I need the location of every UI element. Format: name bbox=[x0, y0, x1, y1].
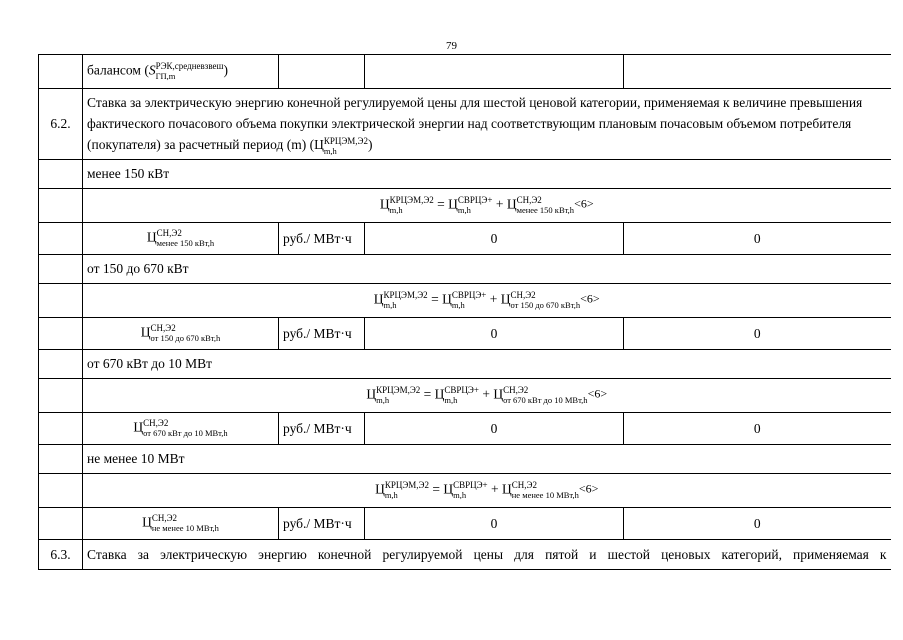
formula-lhs-symbol: Ц bbox=[375, 481, 385, 497]
formula-r1-indices-sup: СВРЦЭ+ bbox=[444, 385, 479, 396]
num-cell-empty bbox=[39, 379, 83, 413]
table-row-balance bbox=[39, 55, 891, 89]
unit-cell: руб./ МВт·ч bbox=[279, 318, 365, 350]
formula-r2-symbol: Ц bbox=[502, 481, 512, 497]
section-6-2-close: ) bbox=[367, 137, 373, 153]
balance-close: ) bbox=[223, 62, 228, 78]
formula-note: <6> bbox=[587, 386, 608, 401]
formula-r2-indices bbox=[512, 481, 579, 500]
formula-equals: = bbox=[437, 196, 445, 212]
section-6-2-text: Ставка за электрическую энергию конечной регулируемой цены для шестой ценовой категории, применяемая к величине превышения фактического почасового объема покупки электрической энергии над соответствующим плановым почасовым объемом потребителя (покупателя) за расчетный период (m) ( bbox=[87, 95, 863, 153]
tariff-table bbox=[38, 54, 891, 570]
formula-r2-indices-sup: СН,Э2 bbox=[511, 480, 537, 491]
value-symbol-cell bbox=[83, 413, 279, 445]
group-value-row bbox=[39, 223, 891, 255]
formula-r2-indices-sup: СН,Э2 bbox=[516, 195, 542, 206]
num-cell-empty bbox=[39, 189, 83, 223]
group-formula-row bbox=[39, 284, 891, 318]
value-cell-1: 0 bbox=[365, 223, 624, 255]
value-symbol-indices-sup: СН,Э2 bbox=[143, 418, 169, 429]
formula-r2-indices-sup: СН,Э2 bbox=[503, 385, 529, 396]
formula-r1-symbol: Ц bbox=[448, 196, 458, 212]
group-formula bbox=[83, 284, 891, 318]
formula-plus: + bbox=[489, 291, 498, 307]
group-formula bbox=[83, 189, 891, 223]
section-number: 6.2. bbox=[39, 89, 83, 160]
formula-note: <6> bbox=[574, 196, 594, 211]
formula-lhs-indices-sup: КРЦЭМ,Э2 bbox=[389, 195, 434, 206]
formula-r1-indices-sub: m,h bbox=[457, 205, 471, 216]
group-value-row bbox=[39, 508, 891, 540]
group-formula bbox=[83, 379, 891, 413]
value-symbol-indices-sub: менее 150 кВт,h bbox=[156, 238, 215, 249]
num-cell-empty bbox=[39, 55, 83, 89]
num-cell-empty bbox=[39, 350, 83, 379]
formula-equals: = bbox=[423, 386, 432, 402]
group-formula-row bbox=[39, 474, 891, 508]
formula-r1-symbol: Ц bbox=[434, 386, 445, 402]
formula-r2-indices bbox=[503, 386, 588, 405]
section-6-3-text: Ставка за электрическую энергию конечной регулируемой цены для пятой и шестой ценовых категорий, применяемая к bbox=[87, 546, 887, 562]
formula-r1-indices bbox=[452, 291, 487, 310]
value-symbol-indices bbox=[143, 419, 228, 438]
formula-lhs-symbol: Ц bbox=[373, 291, 384, 307]
formula-r2-symbol: Ц bbox=[506, 196, 517, 212]
formula-lhs-symbol: Ц bbox=[366, 386, 377, 402]
balance-sub: ГП,m bbox=[155, 71, 176, 82]
formula-r1-indices-sub: m,h bbox=[453, 490, 467, 501]
num-cell-empty bbox=[39, 318, 83, 350]
formula-note: <6> bbox=[578, 481, 599, 496]
group-label-row bbox=[39, 255, 891, 284]
num-cell-empty bbox=[39, 508, 83, 540]
unit-cell: руб./ МВт·ч bbox=[279, 508, 365, 540]
formula-lhs-indices-sup: КРЦЭМ,Э2 bbox=[376, 385, 421, 396]
formula-equals: = bbox=[431, 291, 439, 307]
value-cell-1: 0 bbox=[365, 413, 624, 445]
formula-r1-symbol: Ц bbox=[442, 291, 452, 307]
value-cell-1: 0 bbox=[365, 508, 624, 540]
group-label-row bbox=[39, 160, 891, 189]
unit-cell: руб./ МВт·ч bbox=[279, 223, 365, 255]
page-number: 79 bbox=[446, 40, 457, 52]
formula-r1-indices bbox=[444, 386, 479, 405]
value-symbol-indices-sup: СН,Э2 bbox=[156, 228, 182, 239]
balance-symbol: S bbox=[148, 62, 156, 78]
value-symbol-indices-sup: СН,Э2 bbox=[151, 513, 178, 524]
formula-r1-indices-sup: СВРЦЭ+ bbox=[453, 480, 488, 491]
formula-lhs-symbol: Ц bbox=[379, 196, 390, 212]
value-symbol-cell bbox=[83, 318, 279, 350]
formula-r1-indices bbox=[458, 196, 493, 215]
formula-plus: + bbox=[495, 196, 504, 212]
formula-lhs-indices-sup: КРЦЭМ,Э2 bbox=[384, 480, 429, 491]
num-cell-empty bbox=[39, 223, 83, 255]
formula-lhs-indices-sub: m,h bbox=[384, 490, 398, 501]
formula-r2-indices-sub: от 150 до 670 кВт,h bbox=[510, 300, 581, 311]
value-cell-2: 0 bbox=[624, 318, 891, 350]
group-label-row bbox=[39, 350, 891, 379]
value-symbol-indices bbox=[152, 514, 219, 533]
balance-indices bbox=[156, 62, 224, 81]
formula-lhs-indices bbox=[385, 481, 429, 500]
unit-cell: руб./ МВт·ч bbox=[279, 413, 365, 445]
formula-lhs-indices bbox=[376, 386, 420, 405]
section-6-3-row bbox=[39, 540, 891, 570]
group-formula-row bbox=[39, 189, 891, 223]
formula-lhs-indices-sub: m,h bbox=[383, 300, 397, 311]
value-symbol-indices-sub: не менее 10 МВт,h bbox=[151, 523, 219, 534]
value-symbol: Ц bbox=[133, 419, 144, 435]
value-symbol-indices-sup: СН,Э2 bbox=[150, 323, 176, 334]
section-6-2-text-cell bbox=[83, 89, 891, 160]
group-value-row bbox=[39, 413, 891, 445]
group-label: не менее 10 МВт bbox=[83, 445, 891, 474]
num-cell-empty bbox=[39, 284, 83, 318]
num-cell-empty bbox=[39, 474, 83, 508]
groups-body bbox=[39, 160, 891, 540]
balance-cell bbox=[83, 55, 279, 89]
formula-r2-symbol: Ц bbox=[493, 386, 504, 402]
section-number: 6.3. bbox=[39, 540, 83, 570]
formula-note: <6> bbox=[580, 291, 600, 306]
unit-cell-empty bbox=[279, 55, 365, 89]
value-cell-2: 0 bbox=[624, 508, 891, 540]
formula-r1-indices-sub: m,h bbox=[451, 300, 465, 311]
formula-lhs-indices-sup: КРЦЭМ,Э2 bbox=[383, 290, 428, 301]
formula-lhs-indices bbox=[384, 291, 428, 310]
formula-r2-symbol: Ц bbox=[500, 291, 511, 307]
formula-lhs-indices-sub: m,h bbox=[376, 395, 390, 406]
group-label-row bbox=[39, 445, 891, 474]
formula-r2-indices-sub: от 670 кВт до 10 МВт,h bbox=[503, 395, 588, 406]
num-cell-empty bbox=[39, 160, 83, 189]
section-6-3-text-cell bbox=[83, 540, 891, 570]
group-label: менее 150 кВт bbox=[83, 160, 891, 189]
group-formula-row bbox=[39, 379, 891, 413]
value-symbol: Ц bbox=[140, 324, 151, 340]
formula-r2-indices bbox=[510, 291, 580, 310]
num-cell-empty bbox=[39, 255, 83, 284]
section-6-2-sup: КРЦЭМ,Э2 bbox=[323, 136, 368, 147]
value-symbol-indices bbox=[151, 324, 221, 343]
num-cell-empty bbox=[39, 445, 83, 474]
section-6-2-sub: m,h bbox=[323, 146, 337, 157]
balance-sup: РЭК,средневзвеш bbox=[155, 61, 224, 72]
formula-r1-indices-sup: СВРЦЭ+ bbox=[457, 195, 493, 206]
formula-r1-indices-sup: СВРЦЭ+ bbox=[451, 290, 487, 301]
value-symbol: Ц bbox=[146, 229, 157, 245]
value-cell-2: 0 bbox=[624, 413, 891, 445]
value-cell-empty-1 bbox=[365, 55, 624, 89]
num-cell-empty bbox=[39, 413, 83, 445]
group-label: от 670 кВт до 10 МВт bbox=[83, 350, 891, 379]
formula-plus: + bbox=[491, 481, 499, 497]
section-6-2-symbol: Ц bbox=[314, 137, 324, 153]
value-symbol-cell bbox=[83, 223, 279, 255]
formula-r2-indices-sub: менее 150 кВт,h bbox=[516, 205, 575, 216]
formula-r1-symbol: Ц bbox=[443, 481, 454, 497]
group-value-row bbox=[39, 318, 891, 350]
formula-r1-indices bbox=[453, 481, 488, 500]
formula-lhs-indices bbox=[390, 196, 434, 215]
formula-r2-indices bbox=[517, 196, 575, 215]
formula-r2-indices-sub: не менее 10 МВт,h bbox=[511, 490, 579, 501]
formula-plus: + bbox=[482, 386, 490, 402]
value-symbol-indices-sub: от 150 до 670 кВт,h bbox=[150, 333, 221, 344]
value-cell-2: 0 bbox=[624, 223, 891, 255]
formula-lhs-indices-sub: m,h bbox=[389, 205, 403, 216]
group-formula bbox=[83, 474, 891, 508]
value-symbol-indices-sub: от 670 кВт до 10 МВт,h bbox=[143, 428, 228, 439]
balance-text: балансом ( bbox=[87, 62, 149, 78]
value-symbol-cell bbox=[83, 508, 279, 540]
section-6-2-indices bbox=[324, 137, 368, 156]
formula-r1-indices-sub: m,h bbox=[444, 395, 458, 406]
group-label: от 150 до 670 кВт bbox=[83, 255, 891, 284]
section-6-2-row bbox=[39, 89, 891, 160]
value-symbol-indices bbox=[157, 229, 215, 248]
value-symbol: Ц bbox=[142, 514, 152, 530]
value-cell-empty-2 bbox=[624, 55, 891, 89]
formula-r2-indices-sup: СН,Э2 bbox=[510, 290, 536, 301]
value-cell-1: 0 bbox=[365, 318, 624, 350]
formula-equals: = bbox=[432, 481, 440, 497]
